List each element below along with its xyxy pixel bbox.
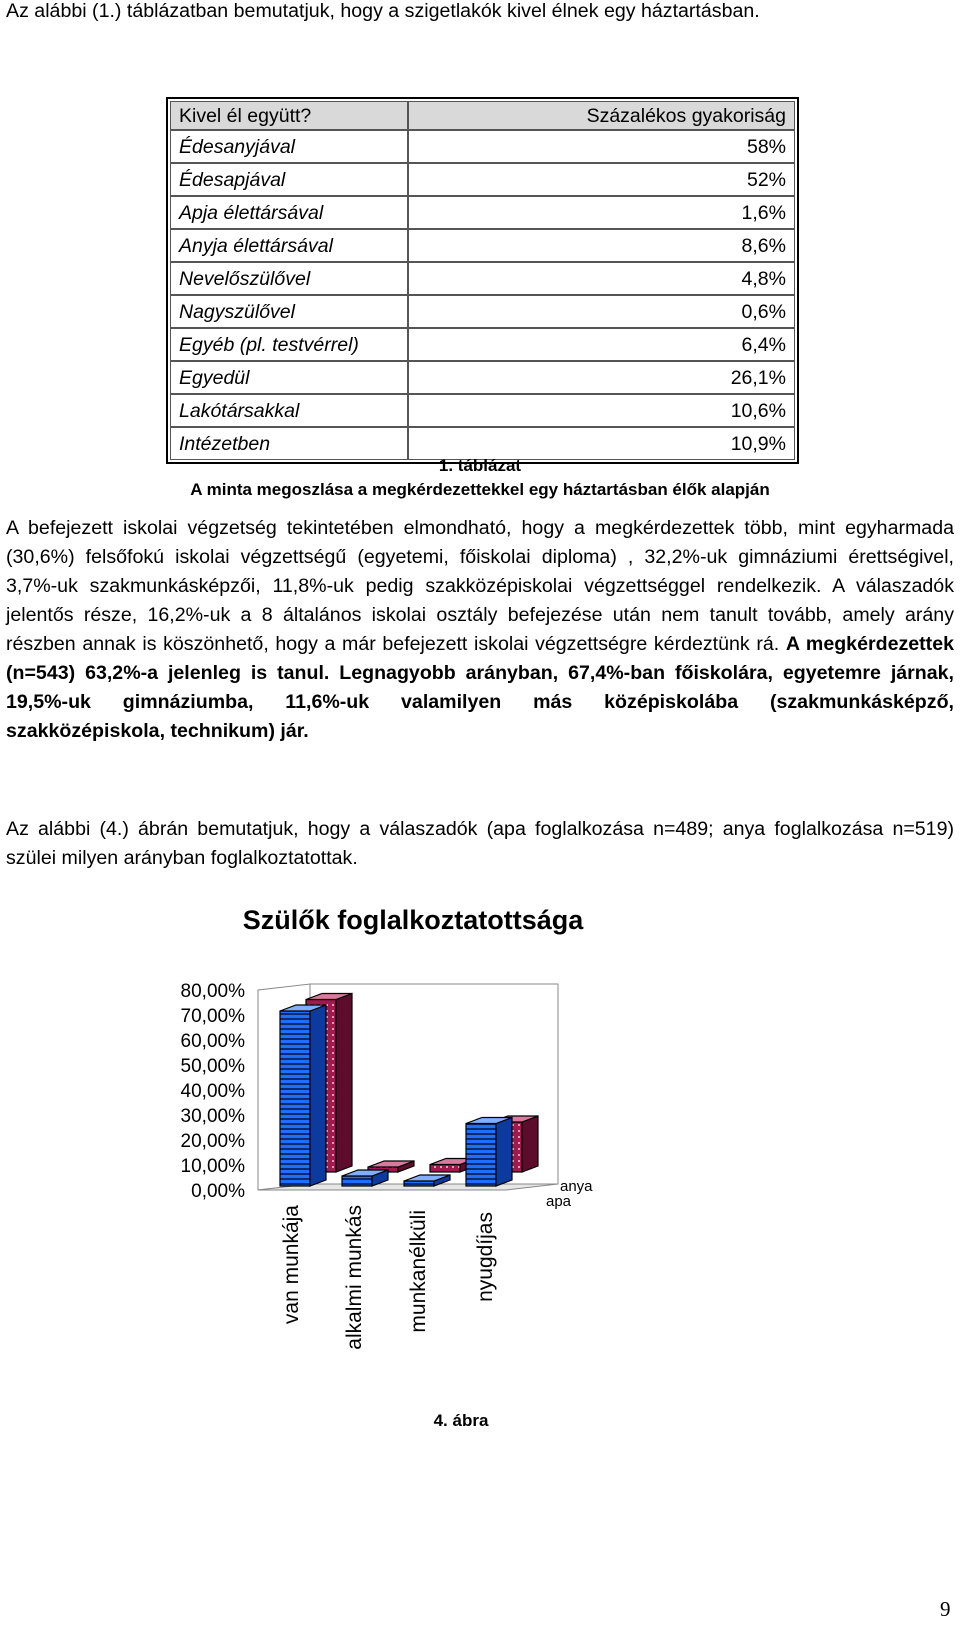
row-label: Intézetben [170, 427, 408, 460]
series-label-anya: anya [560, 1178, 593, 1195]
series-label-apa: apa [546, 1193, 572, 1210]
row-label: Édesanyjával [170, 130, 408, 163]
bar-apa-side [310, 1005, 326, 1186]
row-label: Édesapjával [170, 163, 408, 196]
y-tick-label: 20,00% [180, 1131, 245, 1152]
page-number: 9 [940, 1597, 951, 1621]
row-value: 0,6% [408, 295, 795, 328]
x-category-label: van munkája [280, 1205, 303, 1325]
bar-apa-front [342, 1176, 372, 1186]
bar-anya-front [430, 1165, 460, 1173]
intro-paragraph: Az alábbi (1.) táblázatban bemutatjuk, hogy a szigetlakók kivel élnek egy háztartásban. [6, 0, 760, 22]
table-header-cell: Százalékos gyakoriság [408, 101, 795, 130]
row-value: 6,4% [408, 328, 795, 361]
bar-apa-side [496, 1118, 512, 1187]
table-caption-text: A minta megoszlása a megkérdezettekkel egy háztartásban élők alapján [190, 480, 770, 499]
row-value: 1,6% [408, 196, 795, 229]
bar-apa-front [404, 1181, 434, 1186]
education-text: A befejezett iskolai végzetség tekintetében elmondható, hogy a megkérdezettek több, mint egyharmada (30,6%) felsőfokú iskolai végzettségű (egyetemi, főiskolai diploma) , 32,2%-uk gimnáziumi érettségivel, 3,7%-uk szakmunkásképzői, 11,8%-uk pedig szakközépiskolai végzettséggel rendelkezik. A válaszadók jelentős része, 16,2%-uk a 8 általános iskolai osztály befejezése után nem tanult tovább, amely arány részben annak is köszönhető, hogy a már befejezett iskolai végzettségre kérdeztünk rá. [6, 517, 954, 655]
bar-anya-side [522, 1116, 538, 1172]
row-value: 10,9% [408, 427, 795, 460]
bar-apa [280, 1005, 326, 1186]
table-header-cell: Kivel él együtt? [170, 101, 408, 130]
row-label: Apja élettársával [170, 196, 408, 229]
row-label: Anyja élettársával [170, 229, 408, 262]
education-bold-text: A megkérdezettek (n=543) 63,2%-a jelenleg is tanul. Legnagyobb arányban, 67,4%-ban főiskolára, egyetemre járnak, 19,5%-uk gimnáziumba, 11,6%-uk valamilyen más középiskolába (szakmunkásképző, szakközépiskola, technikum) jár. [6, 633, 955, 742]
row-label: Egyedül [170, 361, 408, 394]
bar-apa [466, 1118, 512, 1187]
row-label: Nevelőszülővel [170, 262, 408, 295]
chart-title: Szülők foglalkoztatottsága [242, 905, 584, 935]
row-value: 58% [408, 130, 795, 163]
table-caption-number: 1. táblázat [438, 456, 522, 475]
y-tick-label: 10,00% [180, 1156, 245, 1177]
x-category-label: nyugdíjas [474, 1212, 497, 1302]
y-tick-label: 50,00% [180, 1056, 245, 1077]
row-value: 10,6% [408, 394, 795, 427]
row-label: Nagyszülővel [170, 295, 408, 328]
x-category-label: munkanélküli [407, 1210, 430, 1333]
row-value: 26,1% [408, 361, 795, 394]
bar-apa-front [280, 1011, 310, 1186]
row-value: 8,6% [408, 229, 795, 262]
y-tick-label: 0,00% [191, 1181, 245, 1202]
y-tick-label: 30,00% [180, 1106, 245, 1127]
bar-apa-front [466, 1124, 496, 1187]
row-label: Lakótársakkal [170, 394, 408, 427]
row-value: 52% [408, 163, 795, 196]
y-tick-label: 70,00% [180, 1006, 245, 1027]
row-value: 4,8% [408, 262, 795, 295]
employment-intro-paragraph: Az alábbi (4.) ábrán bemutatjuk, hogy a válaszadók (apa foglalkozása n=489; anya foglalkozása n=519) szülei milyen arányban foglalkoztatottak. [6, 818, 954, 869]
x-category-label: alkalmi munkás [343, 1205, 366, 1350]
y-tick-label: 60,00% [180, 1031, 245, 1052]
y-tick-label: 40,00% [180, 1081, 245, 1102]
y-tick-label: 80,00% [180, 981, 245, 1002]
figure-caption: 4. ábra [433, 1411, 489, 1430]
row-label: Egyéb (pl. testvérrel) [170, 328, 408, 361]
bar-anya-side [336, 994, 352, 1173]
